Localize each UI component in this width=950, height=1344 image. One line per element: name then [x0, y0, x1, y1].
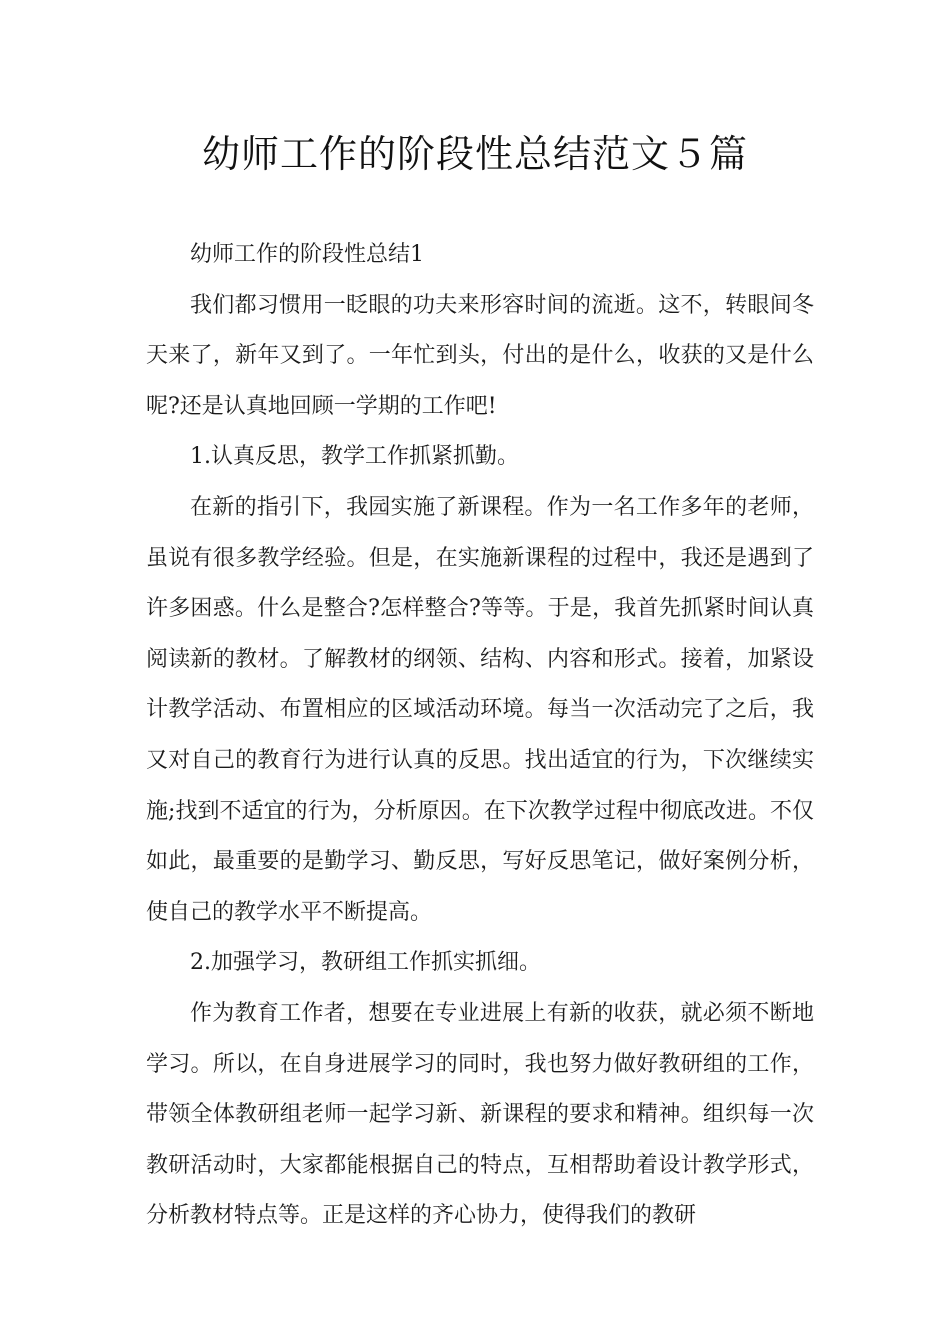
paragraph: 在新的指引下，我园实施了新课程。作为一名工作多年的老师，虽说有很多教学经验。但是，在实施新课程的过程中，我还是遇到了许多困惑。什么是整合?怎样整合?等等。于是，我首先抓紧时间认真阅读新的教材。了解教材的纲领、结构、内容和形式。接着，加紧设计教学活动、布置相应的区域活动环境。每当一次活动完了之后，我又对自己的教育行为进行认真的反思。找出适宜的行为，下次继续实施;找到不适宜的行为，分析原因。在下次教学过程中彻底改进。不仅如此，最重要的是勤学习、勤反思，写好反思笔记，做好案例分析，使自己的教学水平不断提高。: [146, 494, 814, 925]
section-heading: 2.加强学习，教研组工作抓实抓细。: [190, 950, 541, 976]
section-heading: 1.认真反思，教学工作抓紧抓勤。: [190, 444, 519, 470]
section-heading: 幼师工作的阶段性总结1: [190, 242, 424, 267]
document-body: [146, 230, 814, 1242]
paragraph: 作为教育工作者，想要在专业进展上有新的收获，就必须不断地学习。所以，在自身进展学习的同时，我也努力做好教研组的工作，带领全体教研组老师一起学习新、新课程的要求和精神。组织每一次教研活动时，大家都能根据自己的特点，互相帮助着设计教学形式，分析教材特点等。正是这样的齐心协力，使得我们的教研: [146, 1000, 814, 1229]
paragraph: 我们都习惯用一眨眼的功夫来形容时间的流逝。这不，转眼间冬天来了，新年又到了。一年忙到头，付出的是什么，收获的又是什么呢?还是认真地回顾一学期的工作吧!: [146, 292, 814, 419]
document-title: 幼师工作的阶段性总结范文５篇: [201, 132, 748, 176]
